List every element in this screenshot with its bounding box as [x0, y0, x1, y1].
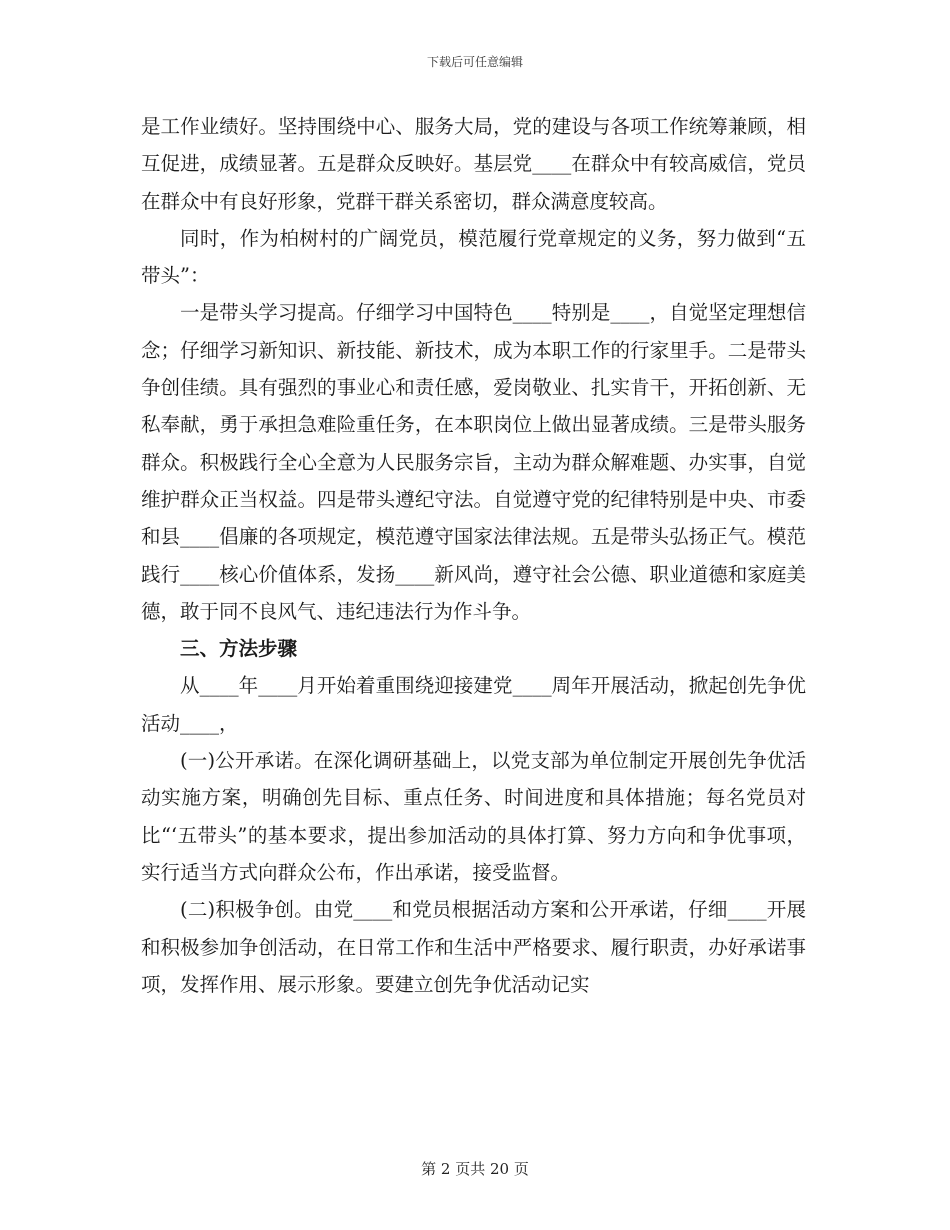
paragraph-5: (一)公开承诺。在深化调研基础上，以党支部为单位制定开展创先争优活动实施方案，明确创先目标、重点任务、时间进度和具体措施；每名党员对比“‘五带头”的基本要求，提出参加活动的具体打算、努力方向和争优事项，实行适当方式向群众公布，作出承诺，接受监督。 [141, 749, 806, 884]
paragraph-4: 从____年____月开始着重围绕迎接建党____周年开展活动，掀起创先争优活动____， [141, 674, 806, 735]
paragraph-6: (二)积极争创。由党____和党员根据活动方案和公开承诺，仔细____开展和积极参加争创活动，在日常工作和生活中严格要求、履行职责，办好承诺事项，发挥作用、展示形象。要建立创先争优活动记实 [141, 898, 806, 996]
paragraph-1: 是工作业绩好。坚持围绕中心、服务大局，党的建设与各项工作统筹兼顾，相互促进，成绩显著。五是群众反映好。基层党____在群众中有较高威信，党员在群众中有良好形象，党群干群关系密切，群众满意度较高。 [141, 115, 806, 213]
section-heading-3: 三、方法步骤 [180, 637, 298, 661]
paragraph-3: 一是带头学习提高。仔细学习中国特色____特别是____，自觉坚定理想信念；仔细学习新知识、新技能、新技术，成为本职工作的行家里手。二是带头争创佳绩。具有强烈的事业心和责任感，爱岗敬业、扎实肯干，开拓创新、无私奉献，勇于承担急难险重任务，在本职岗位上做出显著成绩。三是带头服务群众。积极践行全心全意为人民服务宗旨，主动为群众解难题、办实事，自觉维护群众正当权益。四是带头遵纪守法。自觉遵守党的纪律特别是中央、市委和县____倡廉的各项规定，模范遵守国家法律法规。五是带头弘扬正气。模范践行____核心价值体系，发扬____新风尚，遵守社会公德、职业道德和家庭美德，敢于同不良风气、违纪违法行为作斗争。 [141, 301, 806, 623]
document-body [141, 108, 806, 1003]
page-header: 下载后可任意编辑 [426, 55, 523, 69]
page-footer: 第 2 页共 20 页 [421, 1160, 529, 1178]
paragraph-2: 同时，作为柏树村的广阔党员，模范履行党章规定的义务，努力做到“五带头”： [141, 226, 806, 288]
